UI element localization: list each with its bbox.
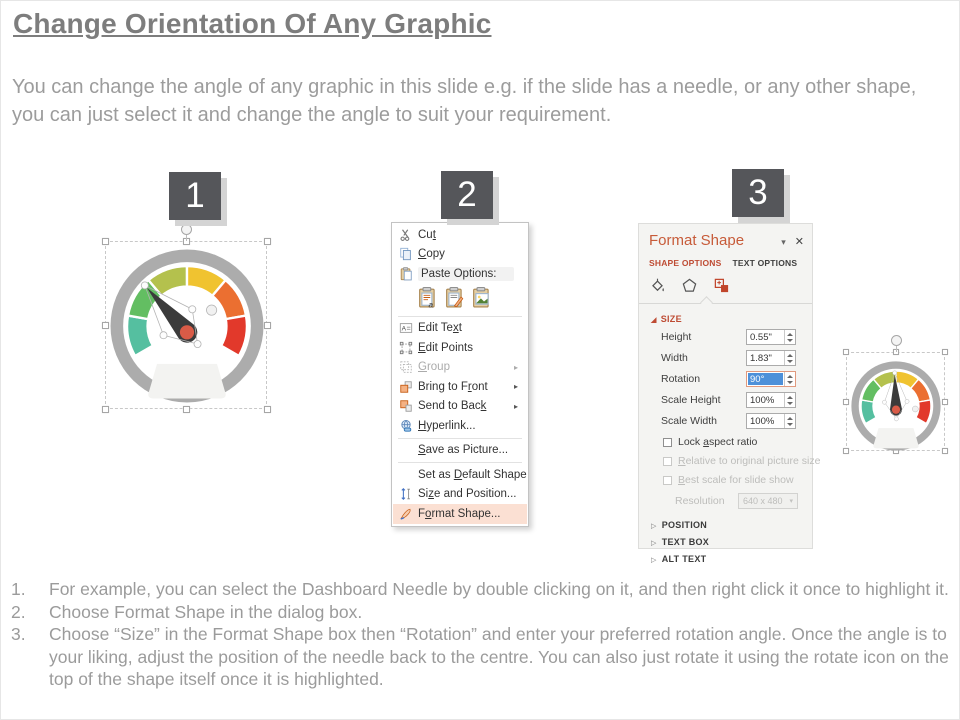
field-input-rotation[interactable] xyxy=(746,371,796,387)
menu-item-label: Edit Points xyxy=(418,341,473,354)
checkbox-label-lock-aspect-ratio: Lock aspect ratio xyxy=(678,436,758,448)
instruction-item-2 xyxy=(11,601,949,624)
paste-merge-formatting-icon[interactable] xyxy=(445,286,465,312)
field-row-scale-width xyxy=(661,413,796,429)
size-section-header[interactable]: ◢ SIZE xyxy=(651,314,812,324)
menu-item-label: Set as Default Shape xyxy=(418,468,527,481)
rotation-stem xyxy=(186,235,187,241)
chevron-down-icon: ▾ xyxy=(789,498,793,505)
selection-handle[interactable] xyxy=(843,399,849,405)
spinner-up-icon[interactable] xyxy=(787,396,793,399)
field-row-height xyxy=(661,329,796,345)
menu-item-set-as-default-shape[interactable] xyxy=(393,465,527,485)
step-badge-3: 3 xyxy=(732,169,784,217)
instruction-item-3 xyxy=(11,623,949,691)
fill-line-icon[interactable] xyxy=(649,277,666,297)
copy-icon xyxy=(393,247,418,261)
svg-text:a: a xyxy=(428,299,434,309)
paste-picture-icon[interactable] xyxy=(472,286,492,312)
field-value-height: 0.55" xyxy=(750,332,772,343)
paste-options-row xyxy=(418,286,527,312)
selection-handle[interactable] xyxy=(942,448,948,454)
spinner-down-icon[interactable] xyxy=(787,423,793,426)
submenu-arrow-icon: ▸ xyxy=(514,362,519,372)
section-position[interactable]: ▷ POSITION xyxy=(651,520,812,530)
spinner-up-icon[interactable] xyxy=(787,354,793,357)
dashboard-gauge[interactable] xyxy=(108,244,266,413)
intro-text: You can change the angle of any graphic in this slide e.g. if the slide has a needle, or any other shape, you can just select it and change the angle to suit your requirement. xyxy=(12,76,917,126)
edit-text-icon xyxy=(393,321,418,335)
size-position-icon xyxy=(393,487,418,501)
field-input-width[interactable] xyxy=(746,350,796,366)
checkbox-best-scale-for-slide-show xyxy=(663,476,672,485)
menu-item-label: Paste Options: xyxy=(418,267,514,281)
menu-item-label: Format Shape... xyxy=(418,507,501,520)
instruction-text: Choose “Size” in the Format Shape box then “Rotation” and enter your preferred rotation angle. Once the angle is to your liking, adjust the position of the needle back to the centre. You can also just rotate it using the rotate icon on the top of the shape itself once it is highlighted. xyxy=(49,624,949,689)
tab-text-options[interactable]: TEXT OPTIONS xyxy=(732,258,798,268)
menu-item-label: Size and Position... xyxy=(418,488,517,501)
field-label-width: Width xyxy=(661,352,688,364)
spinner-down-icon[interactable] xyxy=(787,402,793,405)
spinner-up-icon[interactable] xyxy=(787,375,793,378)
edit-points-icon xyxy=(393,341,418,355)
page-title: Change Orientation Of Any Graphic xyxy=(13,8,492,39)
menu-item-hyperlink[interactable] xyxy=(393,416,527,436)
menu-item-group xyxy=(393,358,527,378)
checkbox-row-best-scale-for-slide-show xyxy=(663,474,804,486)
menu-item-paste-options[interactable] xyxy=(393,264,527,284)
field-input-scale-width[interactable] xyxy=(746,413,796,429)
instruction-number: 2. xyxy=(11,601,26,622)
spinner-scale-height[interactable] xyxy=(784,393,795,407)
paste-icon xyxy=(393,267,418,281)
section-text-box[interactable]: ▷ TEXT BOX xyxy=(651,537,812,547)
bring-front-icon xyxy=(393,380,418,394)
cut-icon xyxy=(393,228,418,242)
rotation-handle-icon[interactable] xyxy=(891,335,902,346)
checkbox-label-relative-to-original-picture-size: Relative to original picture size xyxy=(678,455,821,467)
instruction-text: For example, you can select the Dashboard Needle by double clicking on it, and then right click it once to highlight it. xyxy=(49,579,949,599)
spinner-down-icon[interactable] xyxy=(787,360,793,363)
rotation-stem xyxy=(896,346,897,352)
svg-text:A: A xyxy=(401,325,406,333)
checkbox-lock-aspect-ratio[interactable] xyxy=(663,438,672,447)
instruction-list xyxy=(11,578,949,691)
spinner-height[interactable] xyxy=(784,330,795,344)
menu-item-label: Cut xyxy=(418,228,436,241)
field-label-scale-height: Scale Height xyxy=(661,394,721,406)
menu-item-edit-points[interactable] xyxy=(393,338,527,358)
field-input-height[interactable] xyxy=(746,329,796,345)
panel-collapse-icon[interactable]: ▾ xyxy=(781,237,786,247)
paste-keep-text-icon[interactable] xyxy=(418,286,438,312)
spinner-up-icon[interactable] xyxy=(787,417,793,420)
checkbox-label-best-scale-for-slide-show: Best scale for slide show xyxy=(678,474,794,486)
menu-item-bring-to-front[interactable] xyxy=(393,377,527,397)
selection-handle[interactable] xyxy=(843,448,849,454)
menu-separator xyxy=(398,438,522,439)
field-value-scale-height: 100% xyxy=(750,395,775,406)
effects-icon[interactable] xyxy=(681,277,698,297)
field-label-rotation: Rotation xyxy=(661,373,701,385)
menu-item-label: Hyperlink... xyxy=(418,419,476,432)
rotation-handle-icon[interactable] xyxy=(181,224,192,235)
spinner-up-icon[interactable] xyxy=(787,333,793,336)
menu-item-save-as-picture[interactable] xyxy=(393,441,527,461)
spinner-down-icon[interactable] xyxy=(787,339,793,342)
menu-item-edit-text[interactable] xyxy=(393,319,527,339)
menu-item-format-shape[interactable] xyxy=(393,504,527,524)
spinner-width[interactable] xyxy=(784,351,795,365)
menu-item-size-and-position[interactable] xyxy=(393,485,527,505)
instruction-number: 1. xyxy=(11,579,26,599)
menu-item-send-to-back[interactable] xyxy=(393,397,527,417)
size-properties-icon[interactable] xyxy=(713,277,730,297)
selection-handle[interactable] xyxy=(942,349,948,355)
field-value-rotation: 90° xyxy=(748,373,783,385)
menu-item-label: Send to Back xyxy=(418,400,487,413)
field-label-scale-width: Scale Width xyxy=(661,415,718,427)
menu-item-label: Copy xyxy=(418,248,445,261)
step-badge-2: 2 xyxy=(441,171,493,219)
field-label-height: Height xyxy=(661,331,692,343)
menu-separator xyxy=(398,316,522,317)
menu-item-label: Group xyxy=(418,361,450,374)
section-alt-text[interactable]: ▷ ALT TEXT xyxy=(651,554,812,564)
spinner-rotation[interactable] xyxy=(784,372,795,386)
rotated-dashboard-gauge[interactable] xyxy=(850,358,942,459)
field-value-scale-width: 100% xyxy=(750,416,775,427)
menu-separator xyxy=(398,462,522,463)
instruction-number: 3. xyxy=(11,624,26,644)
format-shape-icon xyxy=(393,507,418,521)
group-icon xyxy=(393,360,418,374)
field-row-rotation xyxy=(661,371,796,387)
resolution-dropdown[interactable]: 640 x 480 ▾ xyxy=(738,493,798,509)
context-menu xyxy=(391,222,529,527)
field-input-scale-height[interactable] xyxy=(746,392,796,408)
menu-item-cut[interactable] xyxy=(393,225,527,245)
spinner-scale-width[interactable] xyxy=(784,414,795,428)
submenu-arrow-icon: ▸ xyxy=(514,401,519,411)
field-row-width xyxy=(661,350,796,366)
tab-shape-options[interactable]: SHAPE OPTIONS xyxy=(649,258,722,268)
submenu-arrow-icon: ▸ xyxy=(514,382,519,392)
selection-handle[interactable] xyxy=(942,399,948,405)
selection-handle[interactable] xyxy=(843,349,849,355)
field-value-width: 1.83" xyxy=(750,353,772,364)
resolution-label: Resolution xyxy=(675,495,725,507)
step-badge-1: 1 xyxy=(169,172,221,220)
instruction-item-1 xyxy=(11,578,949,601)
menu-item-label: Save as Picture... xyxy=(418,444,509,457)
send-back-icon xyxy=(393,399,418,413)
hyperlink-icon xyxy=(393,419,418,433)
checkbox-relative-to-original-picture-size xyxy=(663,457,672,466)
field-row-scale-height xyxy=(661,392,796,408)
spinner-down-icon[interactable] xyxy=(787,381,793,384)
checkbox-row-relative-to-original-picture-size xyxy=(663,455,821,467)
checkbox-row-lock-aspect-ratio[interactable] xyxy=(663,436,804,448)
format-shape-panel xyxy=(638,223,821,564)
format-panel-title: Format Shape xyxy=(649,232,745,249)
menu-item-copy[interactable] xyxy=(393,245,527,265)
panel-close-icon[interactable]: ✕ xyxy=(794,236,804,248)
menu-item-label: Edit Text xyxy=(418,322,462,335)
instruction-text: Choose Format Shape in the dialog box. xyxy=(49,601,363,622)
menu-item-label: Bring to Front xyxy=(418,380,488,393)
